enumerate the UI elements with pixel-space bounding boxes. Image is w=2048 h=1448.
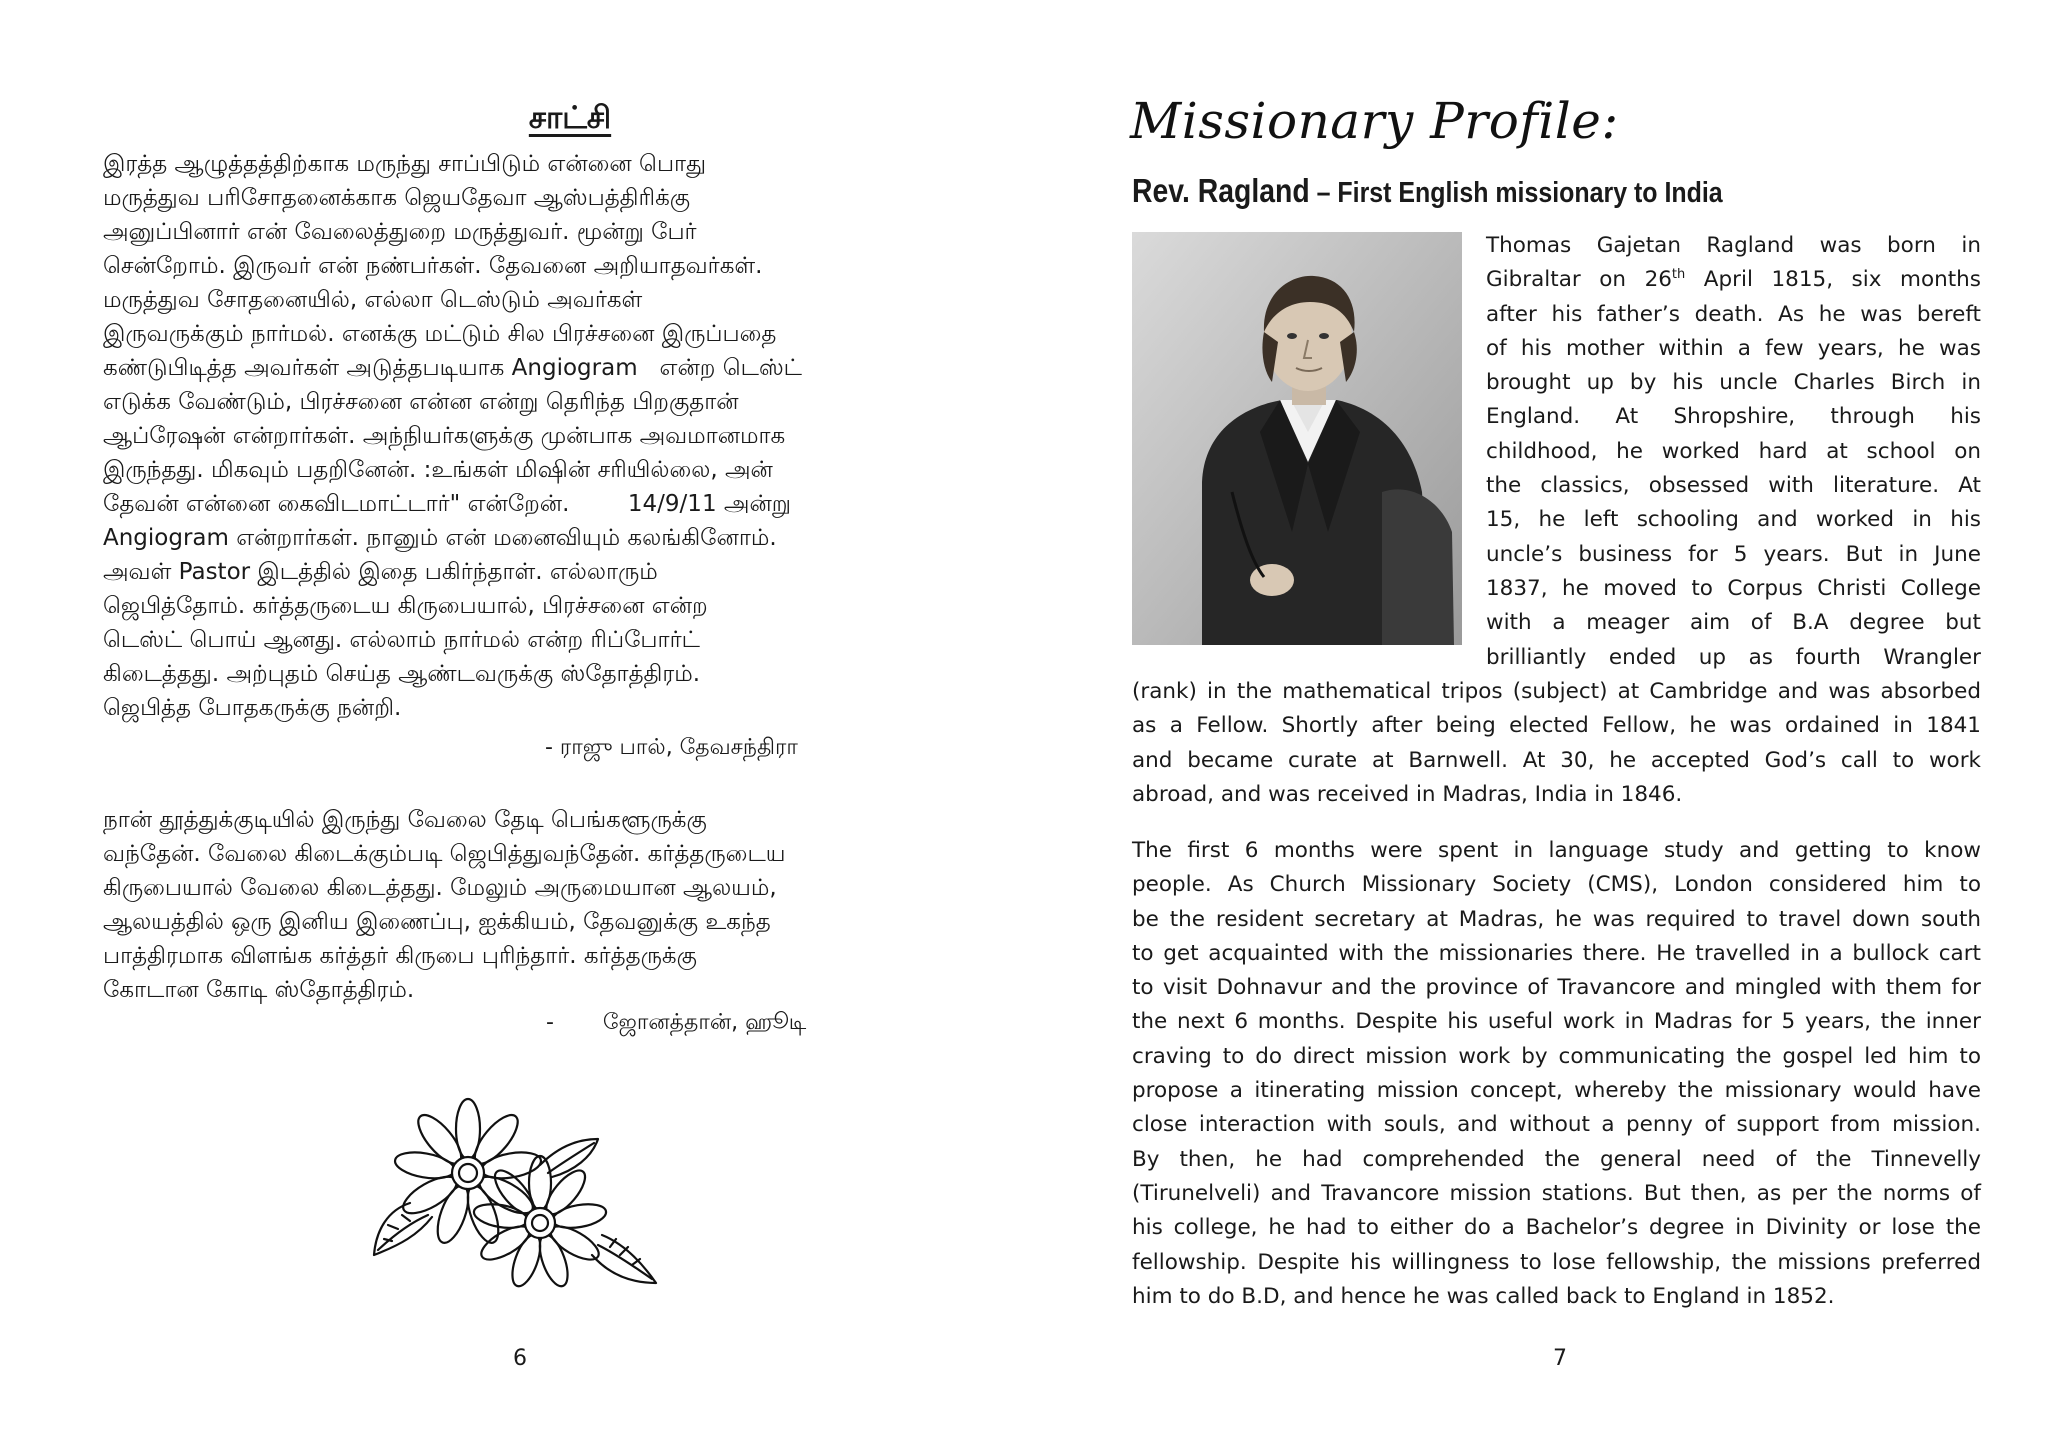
testimony-line: இரத்த ஆழுத்தத்திற்காக மருந்து சாப்பிடும் என்னை பொது [103, 151, 707, 177]
text-line: of his mother within a few years, he was [1486, 335, 1981, 361]
testimony-1-signature: - ராஜு பால், தேவசந்திரா [545, 735, 798, 760]
portrait-image [1132, 232, 1462, 645]
testimony-line: சென்றோம். இருவர் என் நண்பர்கள். தேவனை அறியாதவர்கள். [103, 253, 763, 279]
text-line: 1837, he moved to Corpus Christi College [1486, 575, 1981, 601]
page-number: 7 [1553, 1346, 1567, 1371]
text-line: brilliantly ended up as fourth Wrangler [1486, 644, 1981, 670]
text-line: close interaction with souls, and without a penny of support from mission. [1132, 1112, 1981, 1138]
text-fragment: April 1815, six months [1685, 267, 1981, 293]
biography-paragraph-1-continued [1132, 675, 1981, 812]
text-line: him to do B.D, and hence he was called back to England in 1852. [1132, 1283, 1835, 1309]
testimony-title: சாட்சி [528, 100, 612, 136]
text-line: people. As Church Missionary Society (CMS), London considered him to [1132, 872, 1981, 898]
right-page [1024, 0, 2048, 1448]
text-line: to visit Dohnavur and the province of Travancore and mingled with them for [1132, 975, 1981, 1001]
biography-paragraph-2 [1132, 834, 1981, 1314]
text-line: to get acquainted with the missionaries there. He travelled in a bullock cart [1132, 940, 1981, 966]
testimony-line: எடுக்க வேண்டும், பிரச்சனை என்ன என்று தெரிந்த பிறகுதான் [103, 389, 739, 415]
testimony-line: கிடைத்தது. அற்புதம் செய்த ஆண்டவருக்கு ஸ்தோத்திரம். [103, 661, 701, 687]
text-line: (Tirunelveli) and Travancore mission stations. But then, as per the norms of [1132, 1180, 1981, 1206]
text-fragment: Gibraltar on 26 [1486, 267, 1672, 293]
text-line: be the resident secretary at Madras, he was required to travel down south [1132, 906, 1981, 932]
testimony-line: டெஸ்ட் பொய் ஆனது. எல்லாம் நார்மல் என்ற ரிப்போர்ட் [103, 627, 700, 653]
testimony-line: அவள் Pastor இடத்தில் இதை பகிர்ந்தாள். எல்லாரும் [103, 559, 658, 585]
text-line: abroad, and was received in Madras, India in 1846. [1132, 781, 1683, 807]
testimony-line: இருந்தது. மிகவும் பதறினேன். :உங்கள் மிஷின் சரியில்லை, அன் [103, 457, 773, 483]
text-line: uncle’s business for 5 years. But in June [1486, 541, 1981, 567]
text-line: the next 6 months. Despite his useful work in Madras for 5 years, the inner [1132, 1009, 1981, 1035]
text-line: childhood, he worked hard at school on [1486, 438, 1981, 464]
testimony-line: கோடான கோடி ஸ்தோத்திரம். [103, 977, 415, 1003]
testimony-line: இருவருக்கும் நார்மல். எனக்கு மட்டும் சில பிரச்சனை இருப்பதை [103, 321, 777, 347]
text-line: the classics, obsessed with literature. At [1486, 473, 1981, 499]
text-line: after his father’s death. As he was bereft [1486, 301, 1981, 327]
testimony-line: நான் தூத்துக்குடியில் இருந்து வேலை தேடி பெங்களூருக்கு [103, 807, 707, 833]
text-line: brought up by his uncle Charles Birch in [1486, 370, 1981, 396]
testimony-line: தேவன் என்னை கைவிடமாட்டார்" என்றேன். 14/9/11 அன்று [103, 491, 791, 517]
flower-illustration [370, 1095, 660, 1290]
subtitle-description: – First English missionary to India [1309, 177, 1723, 209]
text-line [1486, 263, 1981, 297]
text-line: propose a itinerating mission concept, whereby the missionary would have [1132, 1078, 1981, 1104]
testimony-line: மருத்துவ சோதனையில், எல்லா டெஸ்டும் அவர்கள் [103, 287, 643, 313]
testimony-2-signature: - ஜோனத்தான், ஹூடி [546, 1010, 807, 1035]
testimony-line: கிருபையால் வேலை கிடைத்தது. மேலும் அருமையான ஆலயம், [103, 875, 777, 901]
page-number: 6 [513, 1346, 527, 1371]
biography-paragraph-1 [1486, 229, 1981, 675]
testimony-2 [103, 803, 923, 1007]
testimony-line: மருத்துவ பரிசோதனைக்காக ஜெயதேவா ஆஸ்பத்திரிக்கு [103, 185, 691, 211]
text-line: as a Fellow. Shortly after being elected Fellow, he was ordained in 1841 [1132, 713, 1981, 739]
text-line: fellowship. Despite his willingness to lose fellowship, the missions preferred [1132, 1249, 1981, 1275]
text-line: 15, he left schooling and worked in his [1486, 507, 1981, 533]
text-line: The first 6 months were spent in language study and getting to know [1132, 838, 1981, 863]
text-line: England. At Shropshire, through his [1486, 404, 1981, 430]
testimony-1 [103, 147, 923, 725]
testimony-line: வந்தேன். வேலை கிடைக்கும்படி ஜெபித்துவந்தேன். கர்த்தருடைய [103, 841, 786, 867]
section-heading: Missionary Profile: [1130, 92, 1619, 150]
text-line: craving to do direct mission work by communicating the gospel led him to [1132, 1043, 1981, 1069]
text-line: and became curate at Barnwell. At 30, he accepted God’s call to work [1132, 747, 1981, 773]
missionary-name: Rev. Ragland [1132, 172, 1310, 209]
testimony-line: ஜெபித்தோம். கர்த்தருடைய கிருபையால், பிரச்சனை என்ற [103, 593, 708, 619]
testimony-line: பாத்திரமாக விளங்க கர்த்தர் கிருபை புரிந்தார். கர்த்தருக்கு [103, 943, 697, 969]
text-line: his college, he had to either do a Bachelor’s degree in Divinity or lose the [1132, 1215, 1981, 1241]
testimony-line: அனுப்பினார் என் வேலைத்துறை மருத்துவர். மூன்று பேர் [103, 219, 697, 245]
testimony-line: ஆப்ரேஷன் என்றார்கள். அந்நியர்களுக்கு முன்பாக அவமானமாக [103, 423, 786, 449]
text-line: (rank) in the mathematical tripos (subject) at Cambridge and was absorbed [1132, 679, 1981, 704]
text-line: Thomas Gajetan Ragland was born in [1486, 233, 1981, 258]
text-line: By then, he had comprehended the general need of the Tinnevelly [1132, 1146, 1981, 1172]
text-line: with a meager aim of B.A degree but [1486, 610, 1981, 636]
ordinal-suffix: th [1671, 267, 1686, 283]
testimony-line: ஜெபித்த போதகருக்கு நன்றி. [103, 695, 402, 721]
testimony-line: ஆலயத்தில் ஒரு இனிய இணைப்பு, ஐக்கியம், தேவனுக்கு உகந்த [103, 909, 771, 935]
testimony-line: கண்டுபிடித்த அவர்கள் அடுத்தபடியாக Angiogram என்ற டெஸ்ட் [103, 355, 802, 381]
testimony-line: Angiogram என்றார்கள். நானும் என் மனைவியும் கலங்கினோம். [103, 525, 777, 551]
profile-subtitle [1132, 172, 1723, 210]
